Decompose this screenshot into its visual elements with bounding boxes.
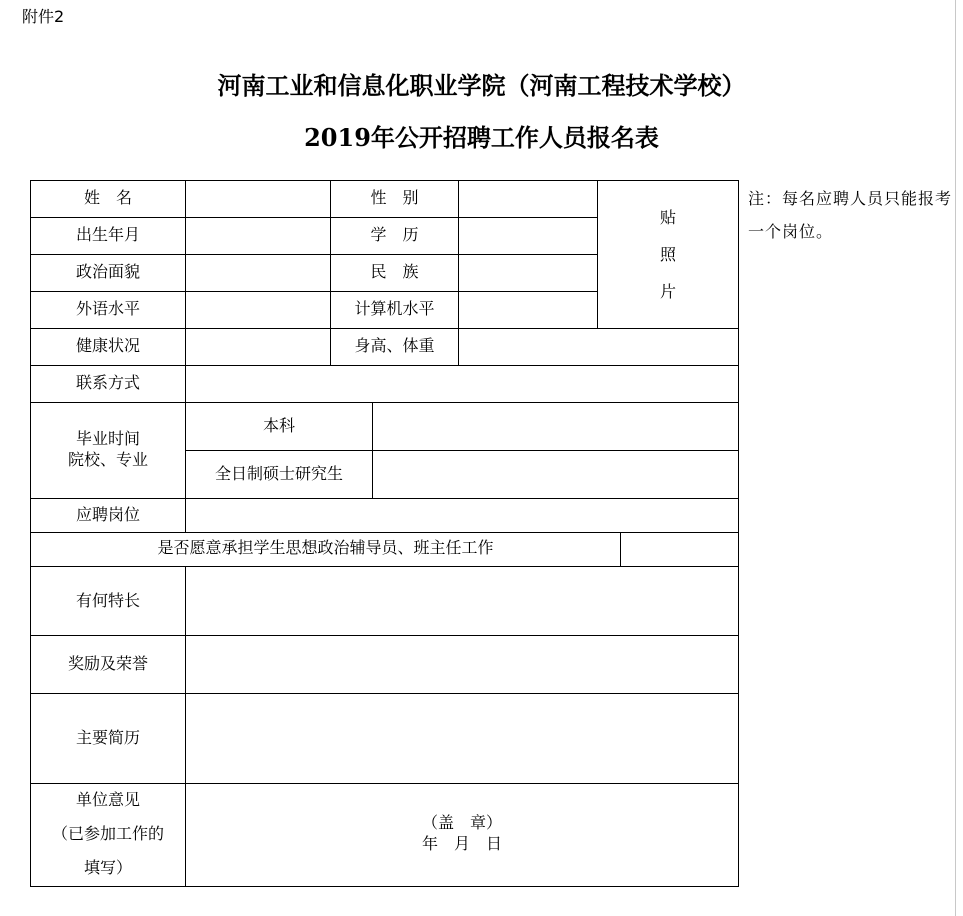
label-unit-opinion-line2: （已参加工作的 xyxy=(51,824,164,843)
bachelor-field[interactable] xyxy=(373,403,738,450)
gender-field[interactable] xyxy=(459,181,597,217)
position-field[interactable] xyxy=(186,499,738,532)
photo-char-3: 片 xyxy=(659,282,676,301)
label-graduation-line2: 院校、专业 xyxy=(67,450,148,469)
label-counselor-question: 是否愿意承担学生思想政治辅导员、班主任工作 xyxy=(157,538,494,557)
label-birth: 出生年月 xyxy=(75,225,140,244)
contact-field[interactable] xyxy=(186,366,738,402)
photo-char-1: 贴 xyxy=(659,208,676,227)
seal-label: （盖 章） xyxy=(421,813,502,832)
side-note: 注：每名应聘人员只能报考一个岗位。 xyxy=(748,189,953,241)
language-field[interactable] xyxy=(186,292,330,328)
label-height-weight: 身高、体重 xyxy=(354,336,435,355)
specialty-field[interactable] xyxy=(186,567,738,635)
label-unit-opinion-line3: 填写） xyxy=(83,858,132,877)
label-unit-opinion-line1: 单位意见 xyxy=(75,790,140,809)
photo-placeholder xyxy=(598,181,738,310)
counselor-answer-field[interactable] xyxy=(621,533,738,566)
ethnicity-field[interactable] xyxy=(459,255,597,291)
label-bachelor: 本科 xyxy=(262,416,295,435)
political-field[interactable] xyxy=(186,255,330,291)
education-field[interactable] xyxy=(459,218,597,254)
label-political: 政治面貌 xyxy=(75,262,140,281)
label-language: 外语水平 xyxy=(75,299,140,318)
computer-field[interactable] xyxy=(459,292,597,328)
name-field[interactable] xyxy=(186,181,330,217)
label-computer: 计算机水平 xyxy=(354,299,435,318)
label-position: 应聘岗位 xyxy=(75,505,140,524)
form-subtitle: 2019年公开招聘工作人员报名表 xyxy=(304,123,659,152)
label-specialty: 有何特长 xyxy=(75,591,140,610)
form-title: 河南工业和信息化职业学院（河南工程技术学校） xyxy=(217,71,746,100)
health-field[interactable] xyxy=(186,329,330,365)
label-master: 全日制硕士研究生 xyxy=(214,464,343,483)
label-contact: 联系方式 xyxy=(75,373,140,392)
label-health: 健康状况 xyxy=(75,336,140,355)
label-ethnicity: 民 族 xyxy=(370,262,419,281)
label-gender: 性 别 xyxy=(370,188,419,207)
label-graduation-line1: 毕业时间 xyxy=(75,429,140,448)
awards-field[interactable] xyxy=(186,636,738,693)
resume-field[interactable] xyxy=(186,694,738,783)
label-resume: 主要简历 xyxy=(75,728,140,747)
birth-field[interactable] xyxy=(186,218,330,254)
master-field[interactable] xyxy=(373,451,738,498)
attachment-label: 附件2 xyxy=(22,7,65,26)
photo-char-2: 照 xyxy=(659,245,676,264)
date-label: 年 月 日 xyxy=(421,834,502,853)
height-weight-field[interactable] xyxy=(459,329,738,365)
label-education: 学 历 xyxy=(370,225,419,244)
label-awards: 奖励及荣誉 xyxy=(67,654,148,673)
label-name: 姓 名 xyxy=(83,188,132,207)
